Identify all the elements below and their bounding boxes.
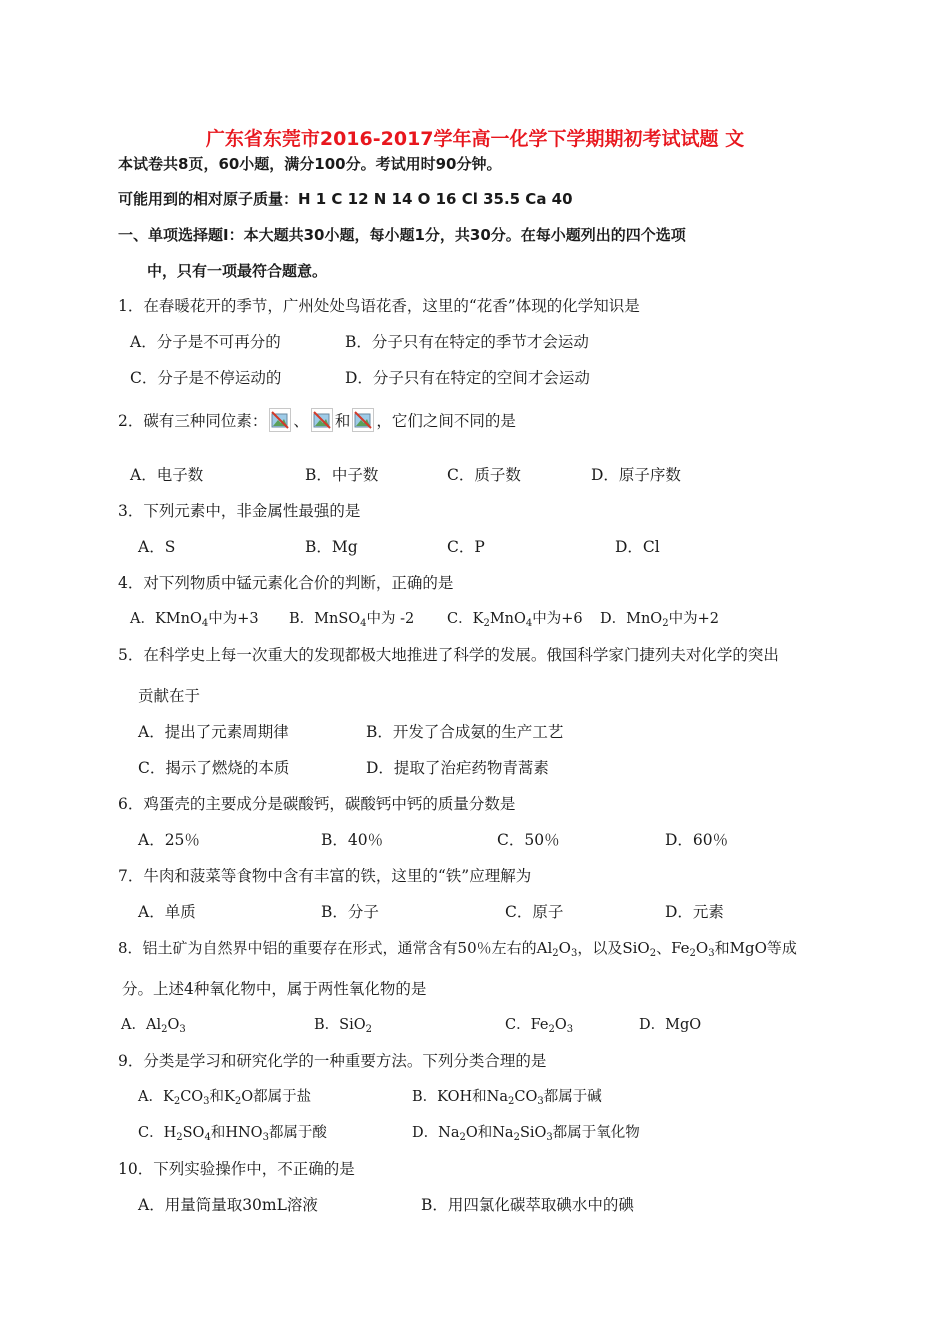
question-7-option-a: A．单质: [138, 903, 196, 921]
question-7-stem: 7．牛肉和菠菜等食物中含有丰富的铁，这里的“铁”应理解为: [118, 867, 532, 885]
question-1-option-b: B．分子只有在特定的季节才会运动: [345, 333, 589, 351]
isotope-image-icon: [352, 408, 374, 432]
question-4-option-a: A．KMnO$_4$中为+3: [130, 611, 259, 629]
question-6-option-b: B．40％: [321, 831, 384, 849]
question-6-stem: 6．鸡蛋壳的主要成分是碳酸钙，碳酸钙中钙的质量分数是: [118, 795, 516, 813]
question-8-option-a: A．$Al_2O_3$: [121, 1017, 186, 1035]
question-4-option-c: C．$K_2MnO_4$中为+6: [447, 611, 583, 629]
question-9-stem: 9．分类是学习和研究化学的一种重要方法。下列分类合理的是: [118, 1052, 547, 1070]
question-6-option-c: C．50％: [497, 831, 560, 849]
question-9-option-a: A．$K_2CO_3$和$K_2O$都属于盐: [138, 1089, 312, 1107]
question-4-stem: 4．对下列物质中锰元素化合价的判断，正确的是: [118, 574, 454, 592]
question-5-option-a: A．提出了元素周期律: [138, 723, 289, 741]
page-title: 广东省东莞市2016-2017学年高一化学下学期期初考试试题 文: [205, 128, 745, 150]
question-8-option-d: D．MgO: [639, 1017, 702, 1033]
question-8-stem: 8．铝土矿为自然界中铝的重要存在形式，通常含有50％左右的$Al_2O_3$，以及SiO$_2$、$Fe_2O_3$和MgO等成: [118, 939, 797, 959]
question-5-stem: 5．在科学史上每一次重大的发现都极大地推进了科学的发展。俄国科学家门捷列夫对化学的突出: [118, 646, 779, 664]
question-1-option-a: A．分子是不可再分的: [130, 333, 281, 351]
question-10-option-b: B．用四氯化碳萃取碘水中的碘: [421, 1196, 634, 1214]
question-5-option-d: D．提取了治疟药物青蒿素: [366, 759, 549, 777]
question-4-option-d: D．MnO$_2$中为+2: [600, 611, 719, 629]
section-heading-cont: 中，只有一项最符合题意。: [147, 262, 328, 280]
question-3-option-b: B．Mg: [305, 538, 358, 556]
question-1-option-c: C．分子是不停运动的: [130, 369, 282, 387]
question-2-sep-1: 、: [293, 412, 309, 430]
question-7-option-b: B．分子: [321, 903, 379, 921]
question-7-option-d: D．元素: [665, 903, 724, 921]
question-4-option-b: B．MnSO$_4$中为 -2: [289, 611, 415, 629]
question-3-option-d: D．Cl: [615, 538, 660, 556]
question-10-option-a: A．用量筒量取30mL溶液: [138, 1196, 318, 1214]
question-3-stem: 3．下列元素中，非金属性最强的是: [118, 502, 361, 520]
question-8-option-c: C．$Fe_2O_3$: [505, 1017, 574, 1035]
question-2-stem: [118, 408, 516, 432]
question-5-option-c: C．揭示了燃烧的本质: [138, 759, 290, 777]
intro-line-2: 可能用到的相对原子质量：H 1 C 12 N 14 O 16 Cl 35.5 Ca 40: [118, 190, 573, 208]
question-7-option-c: C．原子: [505, 903, 564, 921]
question-1-option-d: D．分子只有在特定的空间才会运动: [345, 369, 590, 387]
question-8-stem-cont: 分。上述4种氧化物中，属于两性氧化物的是: [122, 980, 427, 998]
question-2-option-a: A．电子数: [130, 466, 204, 484]
question-2-stem-pre: 2．碳有三种同位素：: [118, 412, 268, 430]
question-2-sep-2: 和: [334, 412, 351, 430]
question-8-option-b: B．SiO$_2$: [314, 1017, 372, 1035]
isotope-image-icon: [311, 408, 333, 432]
intro-line-1: 本试卷共8页，60小题，满分100分。考试用时90分钟。: [118, 155, 502, 173]
question-6-option-a: A．25％: [138, 831, 200, 849]
question-5-option-b: B．开发了合成氨的生产工艺: [366, 723, 564, 741]
question-1-stem: 1．在春暖花开的季节，广州处处鸟语花香，这里的“花香”体现的化学知识是: [118, 297, 640, 315]
question-6-option-d: D．60％: [665, 831, 729, 849]
question-10-stem: 10．下列实验操作中，不正确的是: [118, 1160, 355, 1178]
question-2-stem-post: ，它们之间不同的是: [376, 412, 516, 430]
isotope-image-icon: [269, 408, 291, 432]
question-9-option-c: C．$H_2SO_4$和$HNO_3$都属于酸: [138, 1125, 327, 1143]
question-9-option-d: D．$Na_2O$和$Na_2SiO_3$都属于氧化物: [412, 1125, 640, 1143]
question-3-option-c: C．P: [447, 538, 485, 556]
question-3-option-a: A．S: [138, 538, 176, 556]
question-2-option-d: D．原子序数: [591, 466, 681, 484]
question-2-option-c: C．质子数: [447, 466, 521, 484]
section-heading: 一、单项选择题Ⅰ：本大题共30小题，每小题1分，共30分。在每小题列出的四个选项: [118, 226, 686, 244]
question-9-option-b: B．KOH和$Na_2CO_3$都属于碱: [412, 1089, 602, 1107]
question-2-option-b: B．中子数: [305, 466, 379, 484]
question-5-stem-cont: 贡献在于: [138, 687, 201, 705]
